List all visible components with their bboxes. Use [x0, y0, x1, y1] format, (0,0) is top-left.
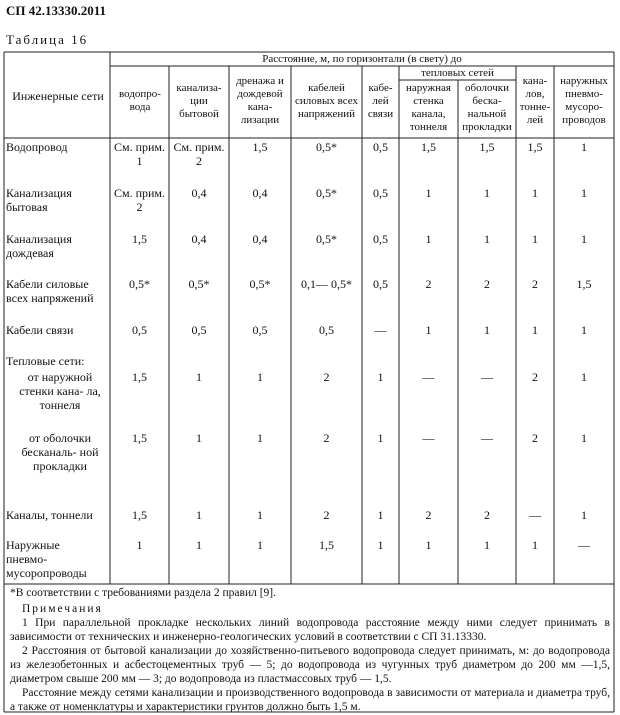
table-cell: 0,5* [129, 277, 150, 291]
table-cell: 2 [323, 370, 330, 384]
table-cell: 1 [196, 508, 202, 522]
header-heat-group: тепловых сетей [421, 67, 494, 79]
table-cell: — [422, 431, 435, 445]
col-header-comm-cables: кабе- лей связи [367, 81, 394, 120]
table-cell: 1 [581, 370, 587, 384]
table-cell: 1 [581, 508, 587, 522]
table-cell: 2 [532, 431, 538, 445]
header-distance: Расстояние, м, по горизонтали (в свету) до [262, 53, 462, 65]
table-cell: 0,4 [191, 186, 207, 200]
table-cell: 0,5 [373, 232, 388, 246]
table-cell: 1,5 [421, 140, 436, 154]
table-cell: 1 [532, 186, 538, 200]
table-cell: — [481, 431, 493, 445]
table-cell: 1 [581, 323, 587, 337]
table-cell: 1 [484, 538, 490, 552]
table-cell: 1,5 [252, 140, 268, 154]
col-header-pneumo: наружных пневмо- мусоро- проводов [560, 75, 608, 126]
table-cell: 2 [323, 508, 330, 522]
table-cell: 0,5* [249, 277, 271, 291]
table-cell: 1 [425, 186, 432, 200]
table-cell: 0,5 [132, 323, 147, 337]
table-cell: 0,5* [316, 186, 337, 200]
table-cell: 1 [484, 186, 490, 200]
col-header-heat-outer-wall: наружная стенка канала, тоннеля [406, 82, 451, 133]
table-cell: 0,5 [373, 140, 388, 154]
note-1: 1 При параллельной прокладке нескольких линий водопровода расстояние между ними следует принимать в зависимости от технических и инженерно-геологических условий в соответствии с СП 31.13330. [10, 617, 610, 643]
table-cell: 1 [425, 538, 432, 552]
row-label-heat-networks: Тепловые сети: [6, 354, 85, 368]
table-cell: 1 [377, 508, 384, 522]
table-cell: См. прим. 2 [113, 186, 166, 214]
table-cell: 1 [581, 186, 587, 200]
table-cell: 2 [532, 277, 538, 291]
row-label-channels: Каналы, тоннели [6, 508, 93, 522]
table-cell: 1 [377, 370, 384, 384]
table-cell: 0,4 [252, 232, 268, 246]
table-cell: 0,5 [373, 277, 388, 291]
col-header-drainage: дренажа и дождевой кана- лизации [236, 75, 284, 126]
table-cell: 1 [196, 370, 202, 384]
table-cell: 0,5 [252, 323, 268, 337]
note-2: 2 Расстояния от бытовой канализации до хозяйственно-питьевого водопровода следует принимать, м: до водопровода из железобетонных и асбестоцементных труб — 5; до водопровода из чугунных труб диаметром до 200 мм —1,5, диаметром свыше 200 мм — 3; до водопровода из пластмассовых труб — 1,5. [10, 645, 610, 685]
table-cell: 1 [532, 232, 538, 246]
note-3: Расстояние между сетями канализации и производственного водопровода в зависимости от материала и диаметра труб, а также от номенклатуры и характеристики грунтов должно быть 1,5 м. [10, 687, 610, 713]
table-cell: 1 [484, 232, 490, 246]
table-cell: 1 [136, 538, 143, 552]
table-cell: 1,5 [132, 232, 147, 246]
table-cell: 1 [581, 140, 587, 154]
row-label-comm-cables: Кабели связи [6, 323, 74, 337]
col-header-sewer-domestic: канализа- ции бытовой [176, 81, 222, 120]
table-cell: 1 [257, 538, 263, 552]
row-label-heat-outer-wall: от наружной стенки кана- ла, тоннеля [19, 370, 101, 412]
table-cell: 1 [257, 508, 263, 522]
table-cell: — [481, 370, 493, 384]
table-cell: 1,5 [479, 140, 495, 154]
table-cell: 1 [484, 323, 490, 337]
table-title: Таблица 16 [6, 32, 89, 47]
table-cell: 0,5* [316, 140, 337, 154]
table-cell: 2 [323, 431, 330, 445]
document-code: СП 42.13330.2011 [6, 3, 107, 18]
table-cell: 0,4 [191, 232, 207, 246]
table-cell: 1,5 [527, 140, 543, 154]
table-cell: 1 [532, 538, 538, 552]
table-cell: 0,5 [373, 186, 388, 200]
table-cell: 0,5 [191, 323, 207, 337]
table-cell: 1 [532, 323, 538, 337]
table-cell: 2 [484, 277, 490, 291]
table-cell: 1 [581, 431, 587, 445]
table-cell: 2 [425, 277, 432, 291]
col-header-water: водопро- вода [119, 88, 161, 113]
row-label-sewer-storm: Канализация дождевая [6, 232, 72, 260]
table-cell: 0,1— 0,5* [301, 277, 352, 291]
notes-title: Примечания [22, 603, 103, 615]
table-cell: 1 [257, 370, 263, 384]
col-header-channels: кана- лов, тонне- лей [519, 75, 551, 126]
table-cell: 1 [257, 431, 263, 445]
row-label-water: Водопровод [6, 140, 68, 154]
table-cell: 2 [425, 508, 432, 522]
table-cell: 1 [196, 538, 202, 552]
table-cell: 1,5 [132, 370, 147, 384]
table-cell: 1 [581, 232, 587, 246]
header-networks-col: Инженерные сети [12, 88, 104, 103]
table-cell: 1,5 [132, 431, 147, 445]
table-cell: 2 [484, 508, 490, 522]
table-cell: 0,5* [316, 232, 337, 246]
table-cell: 1,5 [319, 538, 334, 552]
table-cell: 1 [196, 431, 202, 445]
table-cell: См. прим. 2 [173, 140, 225, 168]
table-cell: — [422, 370, 435, 384]
table-cell: См. прим. 1 [113, 140, 166, 168]
table-cell: 0,4 [252, 186, 268, 200]
table-cell: — [529, 508, 541, 522]
table-cell: 1 [377, 538, 384, 552]
table-cell: — [374, 323, 387, 337]
table-cell: 1 [425, 323, 432, 337]
table-cell: — [578, 538, 590, 552]
row-label-pneumo: Наружные пневмо- мусоропроводы [6, 538, 87, 580]
row-label-sewer-domestic: Канализация бытовая [6, 186, 72, 214]
footnote: *В соответствии с требованиями раздела 2 правил [9]. [10, 587, 277, 599]
table-cell: 2 [532, 370, 538, 384]
table-cell: 1 [377, 431, 384, 445]
col-header-power-cables: кабелей силовых всех напряжений [295, 81, 358, 120]
table-cell: 1 [425, 232, 432, 246]
table-cell: 1,5 [576, 277, 592, 291]
row-label-power-cables: Кабели силовые всех напряжений [6, 277, 94, 305]
col-header-heat-shell: оболочки беска- нальной прокладки [462, 82, 512, 133]
row-label-heat-shell: от оболочки бесканаль- ной прокладки [21, 431, 99, 473]
table-cell: 0,5 [319, 323, 334, 337]
table-cell: 1,5 [132, 508, 147, 522]
table-cell: 0,5* [188, 277, 210, 291]
